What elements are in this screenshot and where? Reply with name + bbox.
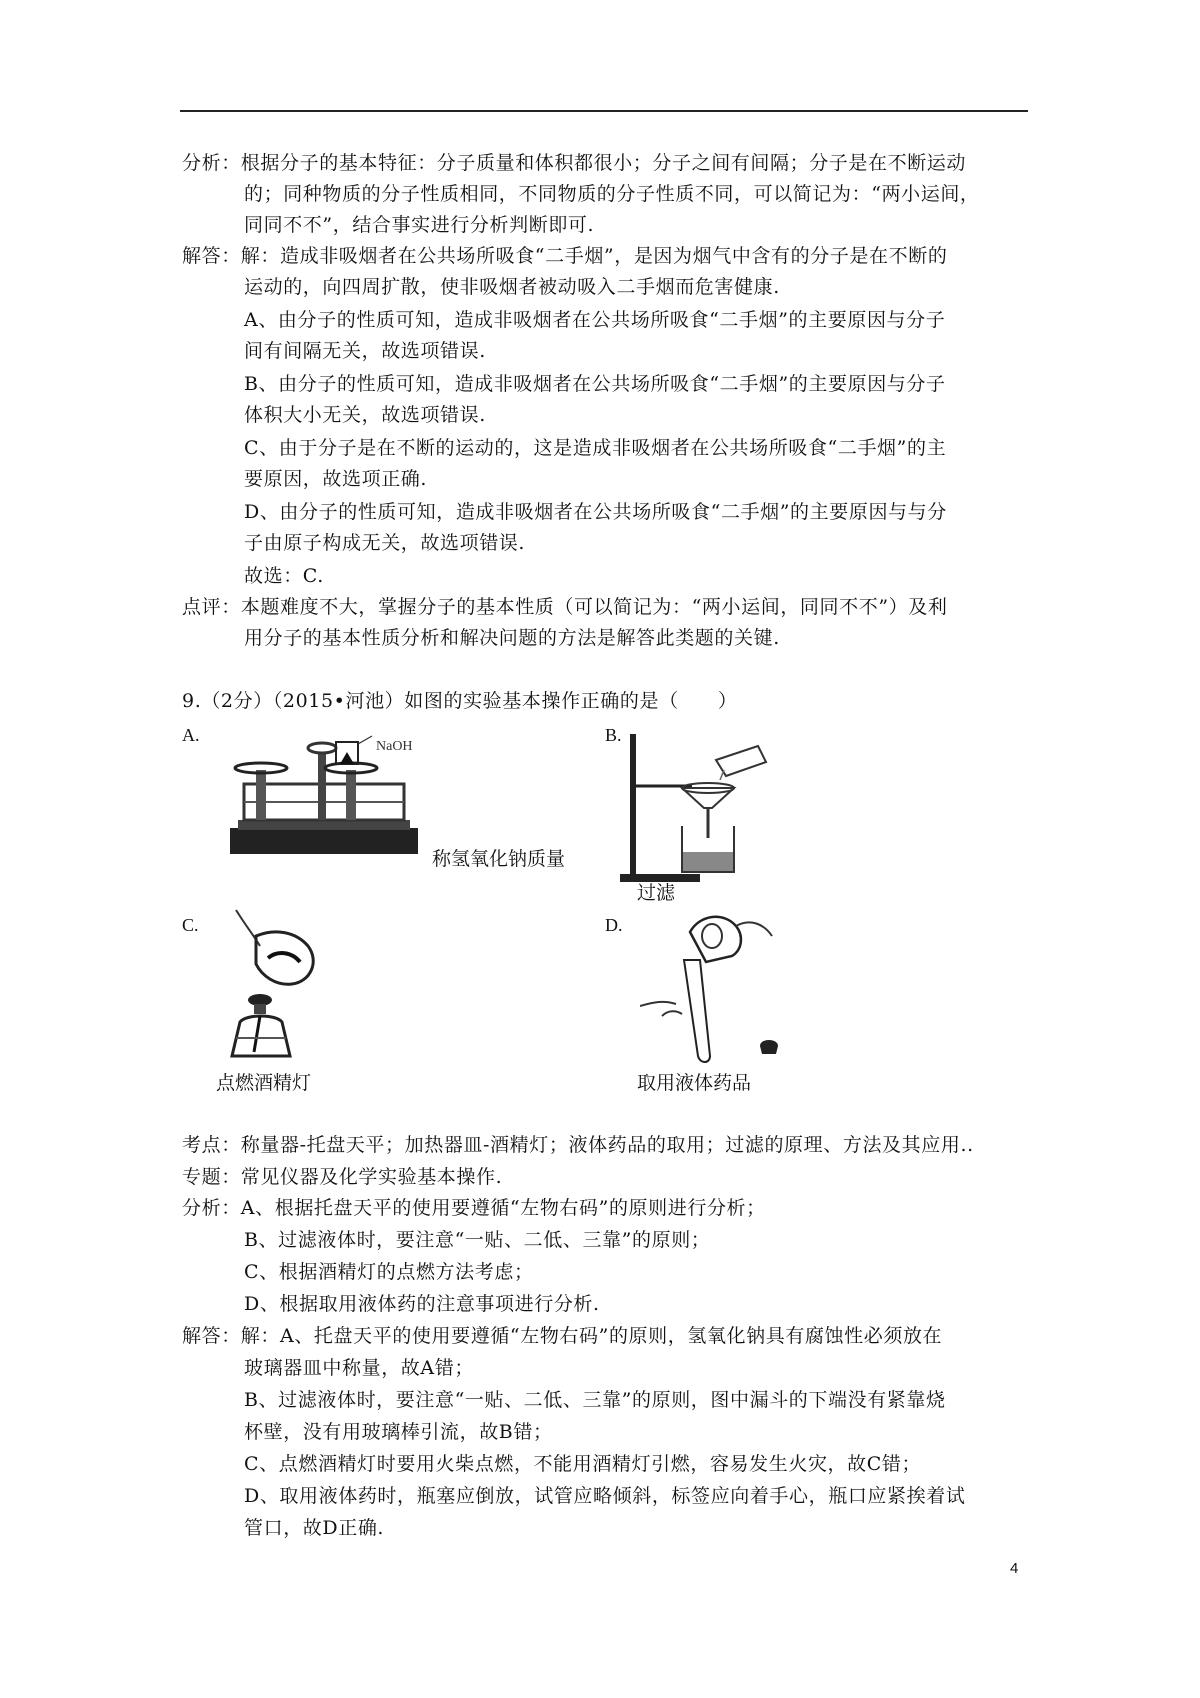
page-number: 4	[1010, 1560, 1019, 1577]
comment-line-1: 点评：本题难度不大，掌握分子的基本性质（可以简记为：“两小运间，同同不不”）及利	[182, 596, 948, 618]
answer-line-7: C、由于分子是在不断的运动的，这是造成非吸烟者在公共场所吸食“二手烟”的主	[244, 437, 947, 459]
q9-analysis-line-1: 分析：A、根据托盘天平的使用要遵循“左物右码”的原则进行分析；	[182, 1197, 766, 1219]
q9-answer-line-4: 杯壁，没有用玻璃棒引流，故B错；	[244, 1421, 553, 1443]
filtration-setup-image	[612, 726, 772, 886]
naoh-label: NaOH	[376, 739, 413, 754]
answer-line-2: 运动的，向四周扩散，使非吸烟者被动吸入二手烟而危害健康.	[244, 276, 780, 298]
option-b-caption: 过滤	[637, 882, 676, 904]
answer-line-11: 故选：C.	[244, 565, 324, 587]
option-d-caption: 取用液体药品	[637, 1072, 752, 1094]
q9-analysis-line-4: D、根据取用液体药的注意事项进行分析.	[244, 1293, 600, 1315]
q9-answer-line-3: B、过滤液体时，要注意“一贴、二低、三靠”的原则，图中漏斗的下端没有紧靠烧	[244, 1389, 946, 1411]
question-9-stem: 9.（2分）（2015•河池）如图的实验基本操作正确的是（ ）	[182, 690, 738, 712]
answer-line-1: 解答：解：造成非吸烟者在公共场所吸食“二手烟”，是因为烟气中含有的分子是在不断的	[182, 245, 948, 267]
q9-answer-line-5: C、点燃酒精灯时要用火柴点燃，不能用酒精灯引燃，容易发生火灾，故C错；	[244, 1453, 922, 1475]
q9-analysis-line-2: B、过滤液体时，要注意“一贴、二低、三靠”的原则；	[244, 1229, 711, 1251]
kaodian-line: 考点：称量器-托盘天平；加热器皿-酒精灯；液体药品的取用；过滤的原理、方法及其应用..	[182, 1134, 974, 1156]
answer-line-4: 间有间隔无关，故选项错误.	[244, 340, 486, 362]
q9-answer-line-7: 管口，故D正确.	[244, 1517, 385, 1539]
analysis-line-3: 同同不不”，结合事实进行分析判断即可.	[244, 214, 595, 236]
answer-line-8: 要原因，故选项正确.	[244, 468, 428, 490]
q9-answer-line-6: D、取用液体药时，瓶塞应倒放，试管应略倾斜，标签应向着手心，瓶口应紧挨着试	[244, 1485, 966, 1507]
option-d-label: D.	[605, 915, 623, 935]
q9-answer-line-2: 玻璃器皿中称量，故A错；	[244, 1357, 474, 1379]
q9-answer-line-1: 解答：解：A、托盘天平的使用要遵循“左物右码”的原则，氢氧化钠具有腐蚀性必须放在	[182, 1325, 943, 1347]
answer-line-6: 体积大小无关，故选项错误.	[244, 404, 486, 426]
answer-line-9: D、由分子的性质可知，造成非吸烟者在公共场所吸食“二手烟”的主要原因与与分	[244, 501, 947, 523]
analysis-line-2: 的；同种物质的分子性质相同，不同物质的分子性质不同，可以简记为：“两小运间，	[244, 183, 980, 205]
answer-line-10: 子由原子构成无关，故选项错误.	[244, 532, 526, 554]
liquid-reagent-image	[640, 906, 790, 1066]
option-a-label: A.	[182, 725, 200, 745]
option-c-caption: 点燃酒精灯	[216, 1072, 312, 1094]
answer-line-3: A、由分子的性质可知，造成非吸烟者在公共场所吸食“二手烟”的主要原因与分子	[244, 309, 946, 331]
option-c-label: C.	[182, 915, 199, 935]
zhuanti-line: 专题：常见仪器及化学实验基本操作.	[182, 1166, 503, 1188]
comment-line-2: 用分子的基本性质分析和解决问题的方法是解答此类题的关键.	[244, 627, 780, 649]
analysis-line-1: 分析：根据分子的基本特征：分子质量和体积都很小；分子之间有间隔；分子是在不断运动	[182, 152, 967, 174]
answer-line-5: B、由分子的性质可知，造成非吸烟者在公共场所吸食“二手烟”的主要原因与分子	[244, 373, 946, 395]
header-rule	[180, 110, 1028, 112]
alcohol-lamp-image	[216, 906, 346, 1066]
q9-analysis-line-3: C、根据酒精灯的点燃方法考虑；	[244, 1261, 534, 1283]
option-b-label: B.	[605, 725, 622, 745]
option-a-caption: 称氢氧化钠质量	[432, 848, 566, 870]
